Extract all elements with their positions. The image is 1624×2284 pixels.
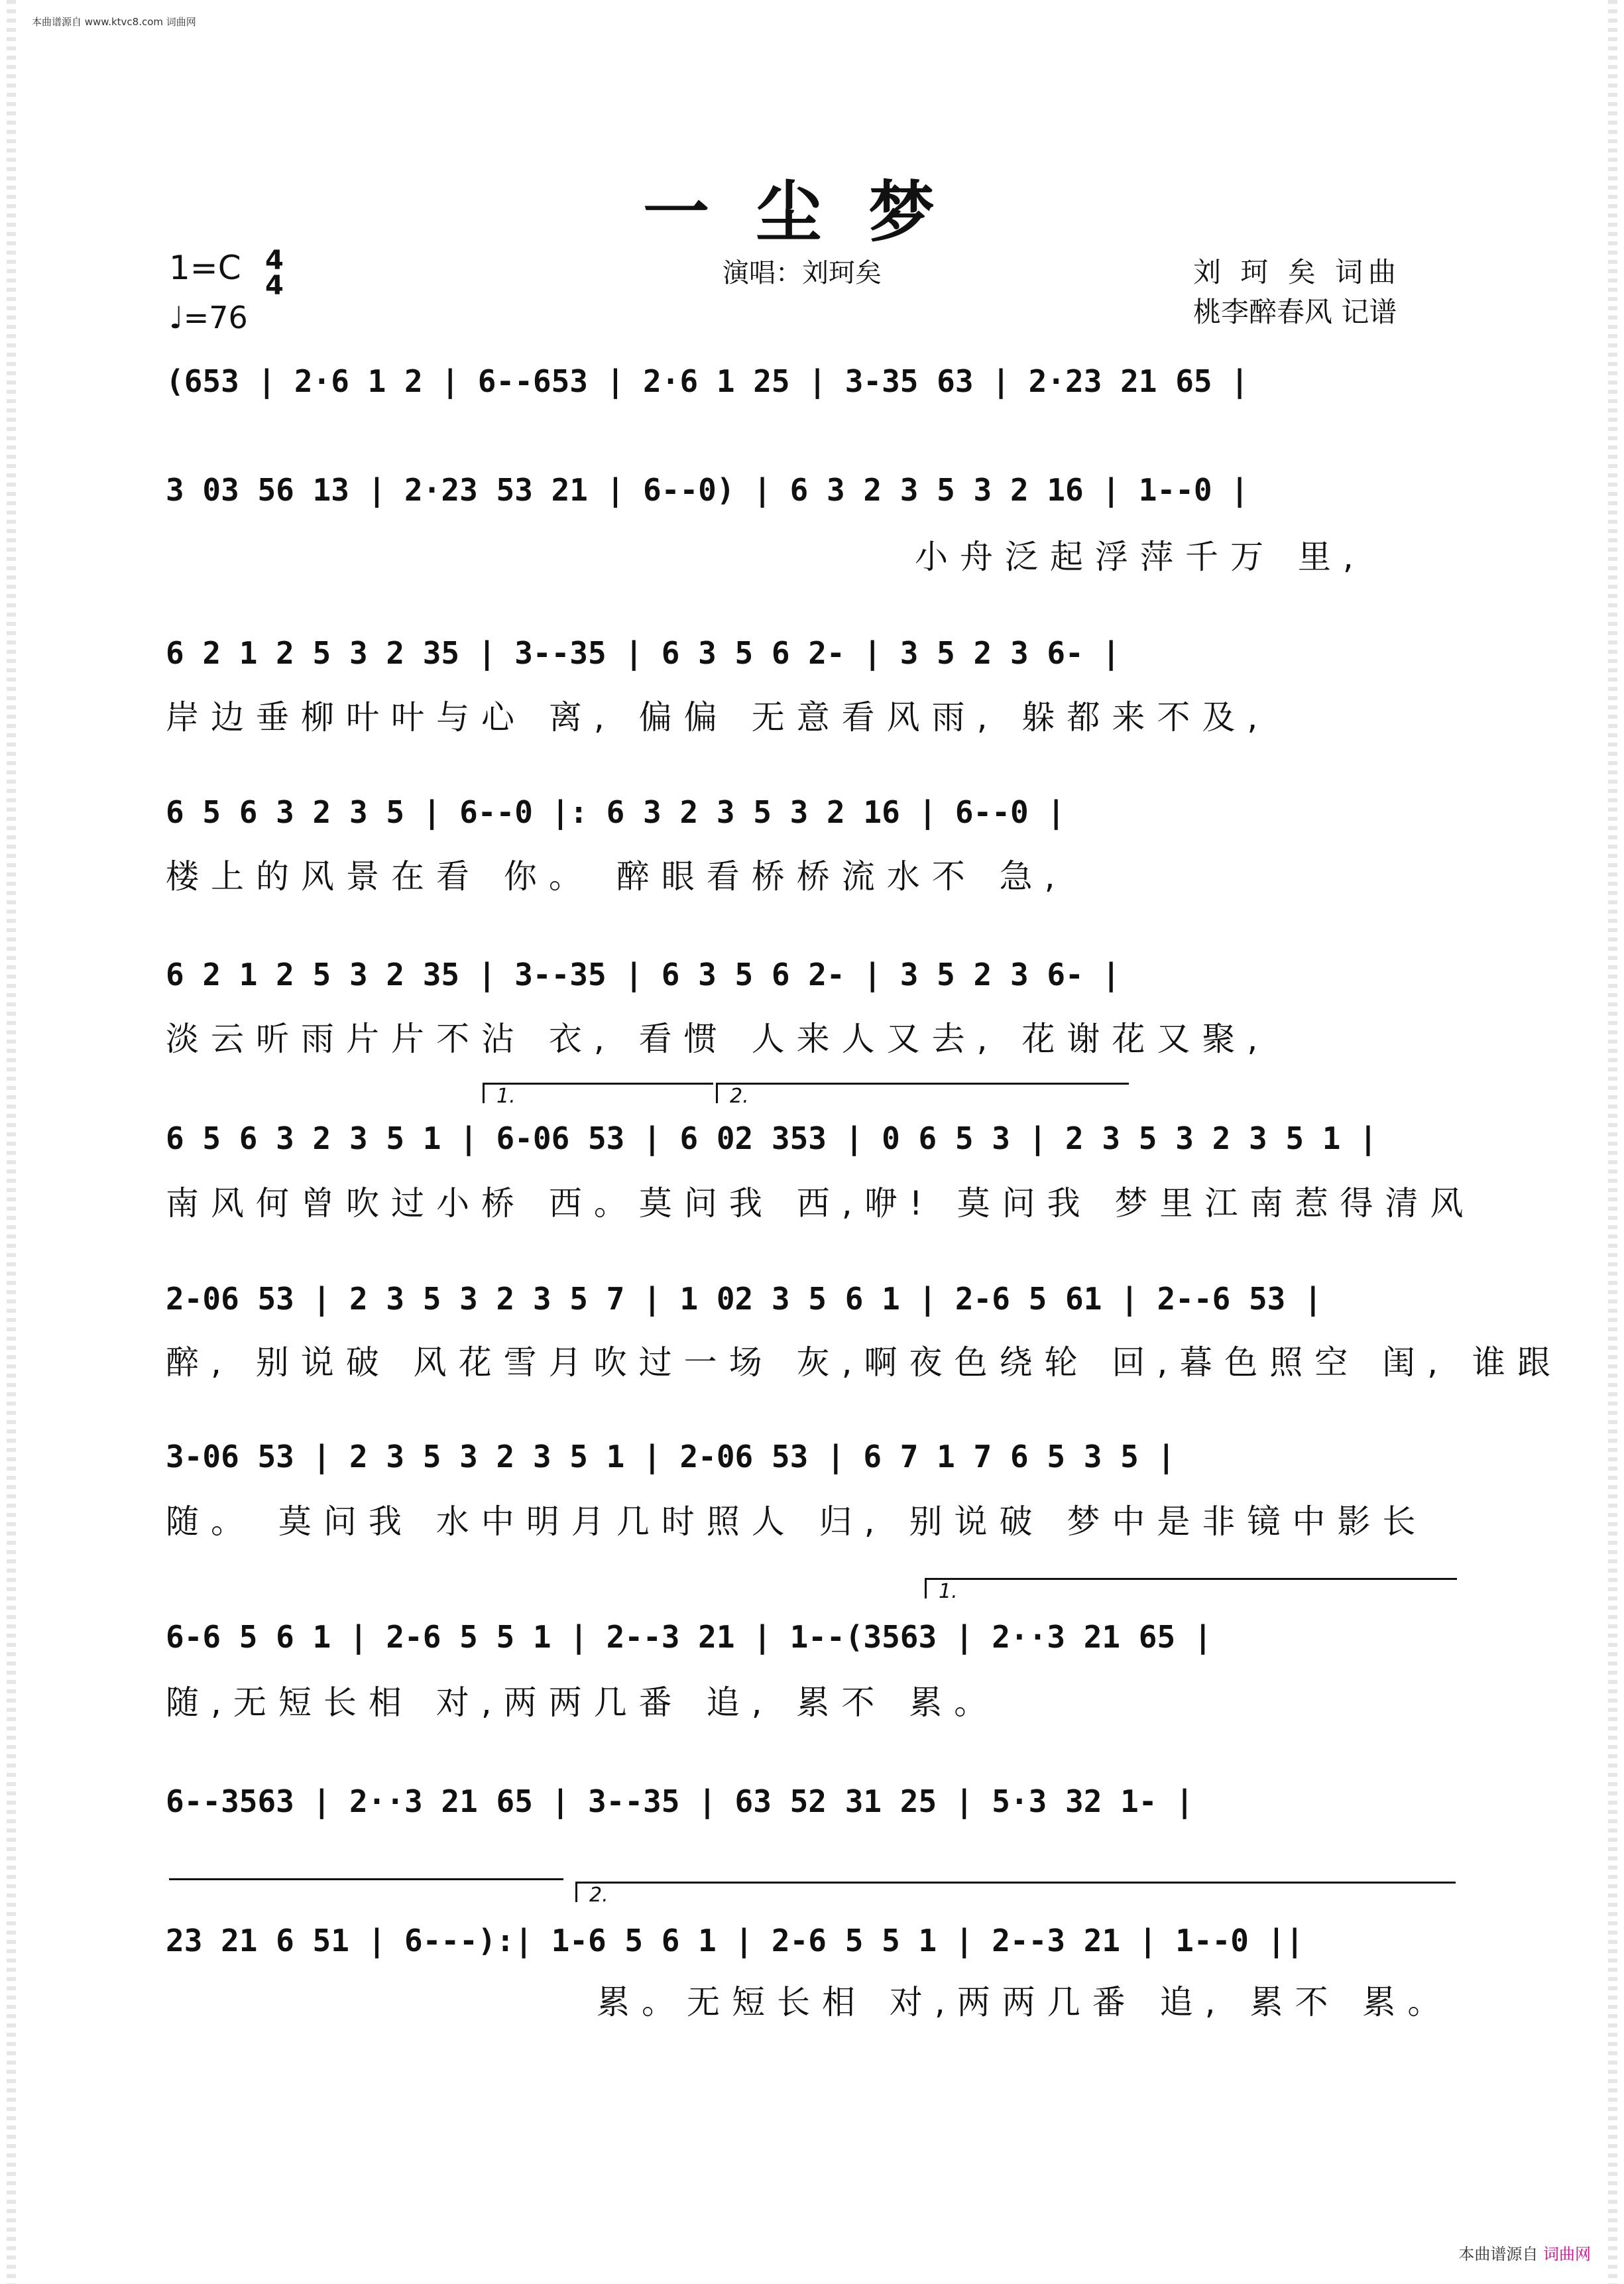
lyric-line-9: 随,无短长相 对,两两几番 追, 累不 累。 — [166, 1683, 1000, 1722]
score-line-2: 3 03 56 13 | 2·23 53 21 | 6--0) | 6 3 2 3 5 3 2 16 | 1--0 | — [166, 472, 1249, 508]
lyric-line-5: 淡云听雨片片不沾 衣, 看惯 人来人又去, 花谢花又聚, — [166, 1020, 1270, 1058]
score-line-7: 2-06 53 | 2 3 5 3 2 3 5 7 | 1 02 3 5 6 1 | 2-6 5 61 | 2--6 53 | — [166, 1281, 1322, 1317]
transcriber-credit: 桃李醉春风 记谱 — [1193, 296, 1397, 328]
lyric-line-7: 醉, 别说破 风花雪月吹过一场 灰,啊夜色绕轮 回,暮色照空 闺, 谁跟 — [166, 1343, 1562, 1382]
lyric-line-8: 随。 莫问我 水中明月几时照人 归, 别说破 梦中是非镜中影长 — [166, 1502, 1428, 1541]
lyric-line-11: 累。无短长相 对,两两几番 追, 累不 累。 — [597, 1983, 1453, 2021]
lyric-line-2: 小舟泛起浮萍千万 里, — [915, 538, 1365, 576]
source-note: 本曲谱源自 www.ktvc8.com 词曲网 — [32, 16, 196, 28]
volta-4-bracket — [575, 1882, 1456, 1907]
left-border — [7, 0, 16, 2284]
volta-3-label: 1. — [939, 1580, 958, 1603]
volta-4-label: 2. — [589, 1884, 609, 1907]
volta-3-bracket — [925, 1578, 1457, 1603]
right-border — [1608, 0, 1617, 2284]
score-line-3: 6 2 1 2 5 3 2 35 | 3--35 | 6 3 5 6 2- | 3 5 2 3 6- | — [166, 635, 1121, 671]
lyric-line-4: 楼上的风景在看 你。 醉眼看桥桥流水不 急, — [166, 857, 1067, 896]
score-line-4: 6 5 6 3 2 3 5 | 6--0 |: 6 3 2 3 5 3 2 16 | 6--0 | — [166, 794, 1066, 830]
footer-source-text: 本曲谱源自 — [1458, 2245, 1538, 2263]
volta-1-label: 1. — [496, 1085, 516, 1108]
score-line-9: 6-6 5 6 1 | 2-6 5 5 1 | 2--3 21 | 1--(3563 | 2··3 21 65 | — [166, 1619, 1212, 1655]
volta-1-continuation — [169, 1878, 563, 1899]
score-line-10: 6--3563 | 2··3 21 65 | 3--35 | 63 52 31 25 | 5·3 32 1- | — [166, 1783, 1194, 1819]
score-line-11: 23 21 6 51 | 6---):| 1-6 5 6 1 | 2-6 5 5 1 | 2--3 21 | 1--0 || — [166, 1923, 1305, 1958]
time-signature — [265, 245, 284, 301]
singer-credit: 演唱：刘珂矣 — [723, 258, 882, 288]
volta-1-bracket — [483, 1083, 713, 1108]
score-line-5: 6 2 1 2 5 3 2 35 | 3--35 | 6 3 5 6 2- | 3 5 2 3 6- | — [166, 957, 1121, 992]
tempo-marking: ♩=76 — [169, 300, 248, 335]
footer-site-link[interactable]: 词曲网 — [1543, 2245, 1591, 2263]
footer-source — [1458, 2241, 1591, 2264]
lyric-line-3: 岸边垂柳叶叶与心 离, 偏偏 无意看风雨, 躲都来不及, — [166, 698, 1270, 737]
page-title: 一尘梦 — [643, 173, 981, 251]
lyric-line-6: 南风何曾吹过小桥 西。莫问我 西,咿! 莫问我 梦里江南惹得清风 — [166, 1184, 1476, 1223]
score-line-6: 6 5 6 3 2 3 5 1 | 6-06 53 | 6 02 353 | 0 6 5 3 | 2 3 5 3 2 3 5 1 | — [166, 1120, 1377, 1156]
volta-2-bracket — [716, 1083, 1129, 1108]
time-signature-top: 4 — [265, 245, 284, 276]
score-line-1: (653 | 2·6 1 2 | 6--653 | 2·6 1 25 | 3-35 63 | 2·23 21 65 | — [166, 363, 1249, 399]
key-signature: 1=C — [169, 249, 241, 287]
score-line-8: 3-06 53 | 2 3 5 3 2 3 5 1 | 2-06 53 | 6 7 1 7 6 5 3 5 | — [166, 1439, 1176, 1474]
composer-credit: 刘 珂 矣 词曲 — [1193, 256, 1402, 288]
volta-2-label: 2. — [730, 1085, 749, 1108]
time-signature-bottom: 4 — [265, 270, 284, 301]
